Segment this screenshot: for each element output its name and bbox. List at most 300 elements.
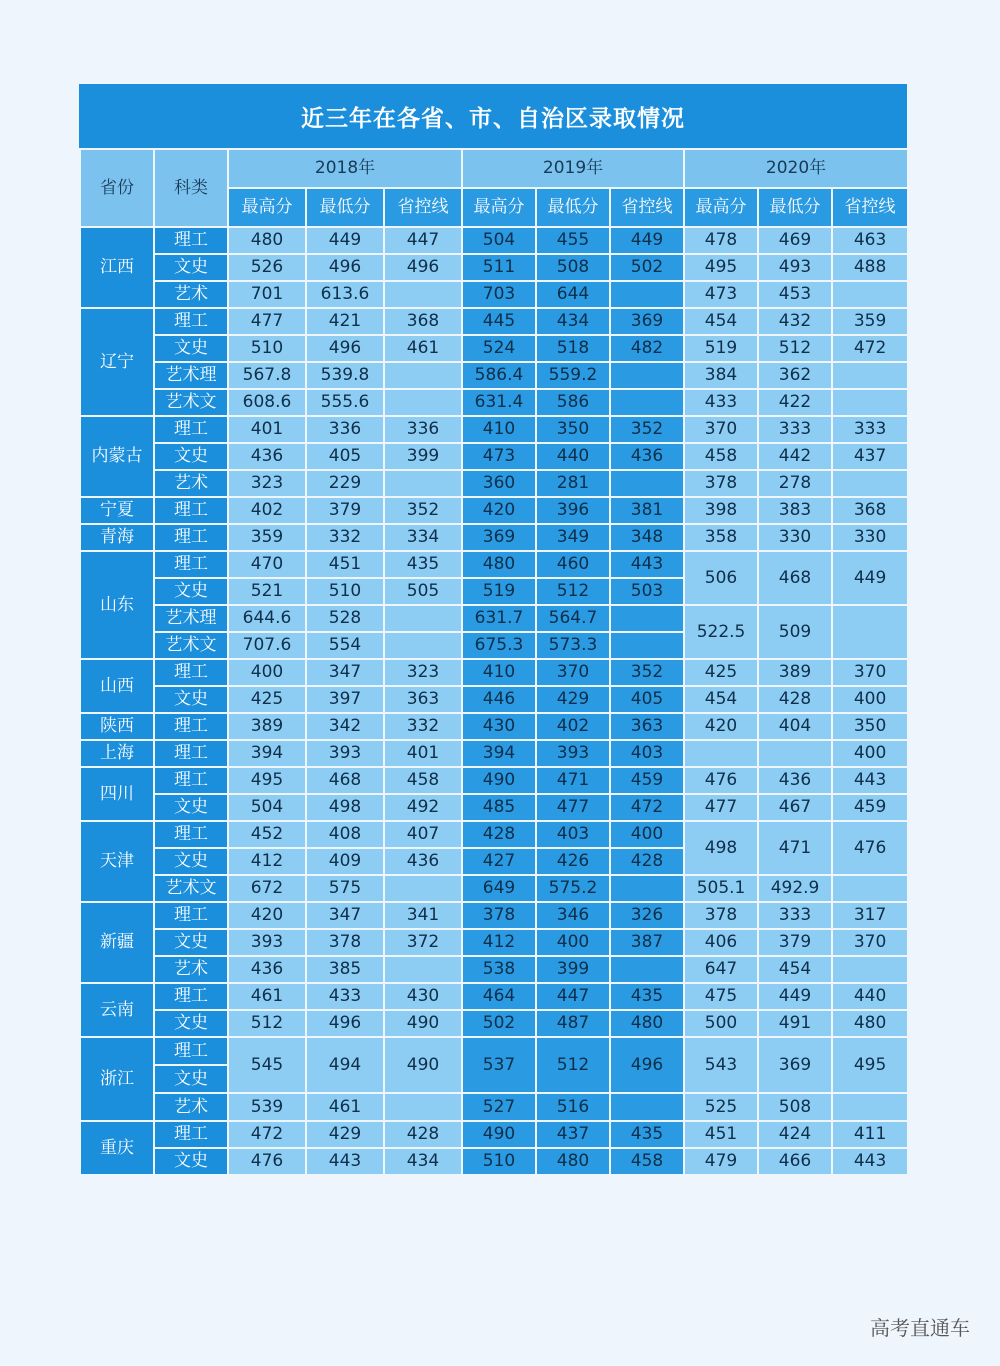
table-cell: 554	[306, 632, 384, 659]
table-cell: 494	[306, 1037, 384, 1093]
table-cell: 575.2	[536, 875, 610, 902]
table-cell: 411	[832, 1121, 908, 1148]
table-cell: 440	[536, 443, 610, 470]
table-cell: 461	[228, 983, 306, 1010]
table-cell: 480	[536, 1148, 610, 1175]
table-cell: 449	[832, 551, 908, 605]
table-cell: 400	[536, 929, 610, 956]
table-cell: 430	[462, 713, 536, 740]
province-name: 陕西	[80, 713, 154, 740]
table-cell: 403	[610, 740, 684, 767]
table-cell: 398	[684, 497, 758, 524]
table-cell: 229	[306, 470, 384, 497]
table-cell: 672	[228, 875, 306, 902]
table-cell: 443	[832, 767, 908, 794]
subject-name: 理工	[154, 659, 228, 686]
subject-name: 理工	[154, 497, 228, 524]
table-cell: 472	[832, 335, 908, 362]
table-cell: 469	[758, 227, 832, 254]
table-cell: 453	[758, 281, 832, 308]
subject-name: 理工	[154, 983, 228, 1010]
table-cell: 396	[536, 497, 610, 524]
table-cell: 512	[758, 335, 832, 362]
table-cell: 526	[228, 254, 306, 281]
table-cell: 564.7	[536, 605, 610, 632]
table-cell: 389	[758, 659, 832, 686]
table-cell: 397	[306, 686, 384, 713]
table-cell: 478	[684, 227, 758, 254]
table-cell: 317	[832, 902, 908, 929]
table-cell: 348	[610, 524, 684, 551]
table-cell: 369	[610, 308, 684, 335]
table-cell: 475	[684, 983, 758, 1010]
table-cell: 378	[462, 902, 536, 929]
table-cell: 347	[306, 659, 384, 686]
table-cell: 503	[610, 578, 684, 605]
table-cell: 363	[384, 686, 462, 713]
table-cell: 470	[228, 551, 306, 578]
table-cell: 422	[758, 389, 832, 416]
table-cell: 429	[536, 686, 610, 713]
subject-name: 艺术理	[154, 362, 228, 389]
table-cell: 477	[228, 308, 306, 335]
table-cell: 359	[832, 308, 908, 335]
table-cell: 472	[228, 1121, 306, 1148]
table-row	[80, 875, 908, 902]
subject-name: 理工	[154, 767, 228, 794]
table-cell: 393	[306, 740, 384, 767]
table-cell: 512	[536, 578, 610, 605]
table-cell: 428	[758, 686, 832, 713]
table-row	[80, 551, 908, 578]
table-cell	[610, 470, 684, 497]
table-cell: 490	[384, 1010, 462, 1037]
table-cell: 352	[384, 497, 462, 524]
table-cell: 347	[306, 902, 384, 929]
header-year: 2018年	[228, 149, 462, 188]
table-cell: 575	[306, 875, 384, 902]
table-cell: 393	[228, 929, 306, 956]
table-row	[80, 983, 908, 1010]
subject-name: 理工	[154, 713, 228, 740]
table-row	[80, 1010, 908, 1037]
table-cell: 408	[306, 821, 384, 848]
table-cell: 403	[536, 821, 610, 848]
table-cell: 447	[536, 983, 610, 1010]
table-cell: 387	[610, 929, 684, 956]
table-cell: 407	[384, 821, 462, 848]
table-row	[80, 335, 908, 362]
table-cell: 330	[832, 524, 908, 551]
table-cell: 443	[610, 551, 684, 578]
subject-name: 理工	[154, 416, 228, 443]
table-cell: 436	[758, 767, 832, 794]
table-cell: 349	[536, 524, 610, 551]
table-row	[80, 902, 908, 929]
table-cell: 487	[536, 1010, 610, 1037]
province-name: 内蒙古	[80, 416, 154, 497]
table-cell: 452	[228, 821, 306, 848]
table-cell	[384, 470, 462, 497]
table-cell: 476	[832, 821, 908, 875]
table-cell: 480	[228, 227, 306, 254]
table-cell: 495	[832, 1037, 908, 1093]
table-row	[80, 524, 908, 551]
header-province: 省份	[80, 149, 154, 227]
table-cell	[832, 956, 908, 983]
table-row	[80, 497, 908, 524]
table-cell: 496	[384, 254, 462, 281]
table-cell	[384, 281, 462, 308]
table-cell: 333	[832, 416, 908, 443]
header-year: 2019年	[462, 149, 684, 188]
province-name: 上海	[80, 740, 154, 767]
table-cell: 447	[384, 227, 462, 254]
table-cell: 545	[228, 1037, 306, 1093]
table-cell: 454	[758, 956, 832, 983]
table-cell: 492	[384, 794, 462, 821]
table-cell: 485	[462, 794, 536, 821]
table-cell: 402	[228, 497, 306, 524]
table-cell	[832, 1093, 908, 1121]
table-cell: 504	[228, 794, 306, 821]
table-cell	[384, 632, 462, 659]
table-cell: 436	[610, 443, 684, 470]
table-cell: 420	[684, 713, 758, 740]
table-cell: 363	[610, 713, 684, 740]
table-cell: 359	[228, 524, 306, 551]
table-cell	[610, 281, 684, 308]
table-cell: 323	[228, 470, 306, 497]
table-row	[80, 821, 908, 848]
subject-name: 艺术文	[154, 389, 228, 416]
table-cell: 406	[684, 929, 758, 956]
table-cell: 350	[536, 416, 610, 443]
table-row	[80, 713, 908, 740]
table-cell: 538	[462, 956, 536, 983]
table-cell: 461	[384, 335, 462, 362]
table-cell: 492.9	[758, 875, 832, 902]
table-row	[80, 1121, 908, 1148]
table-cell: 471	[536, 767, 610, 794]
table-cell: 369	[758, 1037, 832, 1093]
table-cell: 477	[684, 794, 758, 821]
table-cell: 443	[306, 1148, 384, 1175]
table-cell	[610, 389, 684, 416]
province-name: 青海	[80, 524, 154, 551]
table-cell: 468	[306, 767, 384, 794]
table-cell: 330	[758, 524, 832, 551]
table-cell: 463	[832, 227, 908, 254]
table-cell	[384, 362, 462, 389]
table-cell: 467	[758, 794, 832, 821]
table-cell: 573.3	[536, 632, 610, 659]
table-cell	[384, 389, 462, 416]
table-cell	[832, 470, 908, 497]
table-cell: 332	[384, 713, 462, 740]
table-cell: 454	[684, 686, 758, 713]
table-cell: 334	[384, 524, 462, 551]
header-column: 最低分	[536, 188, 610, 227]
table-row	[80, 362, 908, 389]
table-cell	[832, 281, 908, 308]
table-cell: 436	[384, 848, 462, 875]
subject-name: 理工	[154, 1037, 228, 1065]
table-cell: 352	[610, 416, 684, 443]
table-cell	[832, 875, 908, 902]
table-cell: 346	[536, 902, 610, 929]
table-cell	[610, 605, 684, 632]
table-cell: 476	[684, 767, 758, 794]
table-cell: 433	[306, 983, 384, 1010]
table-cell: 458	[684, 443, 758, 470]
table-cell: 341	[384, 902, 462, 929]
table-row	[80, 281, 908, 308]
header-column: 最低分	[758, 188, 832, 227]
table-row	[80, 956, 908, 983]
table-cell: 496	[306, 1010, 384, 1037]
table-row	[80, 740, 908, 767]
subject-name: 文史	[154, 929, 228, 956]
table-cell: 404	[758, 713, 832, 740]
table-cell: 455	[536, 227, 610, 254]
table-cell: 420	[462, 497, 536, 524]
table-cell: 490	[462, 767, 536, 794]
subject-name: 艺术	[154, 1093, 228, 1121]
table-cell: 539	[228, 1093, 306, 1121]
table-cell: 476	[228, 1148, 306, 1175]
header-subject: 科类	[154, 149, 228, 227]
table-cell: 427	[462, 848, 536, 875]
table-title: 近三年在各省、市、自治区录取情况	[79, 84, 907, 148]
table-cell: 543	[684, 1037, 758, 1093]
table-cell	[832, 362, 908, 389]
table-cell: 613.6	[306, 281, 384, 308]
table-cell	[832, 389, 908, 416]
table-cell: 459	[610, 767, 684, 794]
table-cell: 496	[306, 335, 384, 362]
table-cell: 528	[306, 605, 384, 632]
table-cell: 675.3	[462, 632, 536, 659]
table-cell: 477	[536, 794, 610, 821]
table-cell: 490	[384, 1037, 462, 1093]
header-column: 省控线	[610, 188, 684, 227]
header-column: 省控线	[832, 188, 908, 227]
subject-name: 理工	[154, 902, 228, 929]
table-cell: 369	[462, 524, 536, 551]
table-cell: 435	[610, 983, 684, 1010]
watermark: 高考直通车	[870, 1316, 970, 1340]
table-cell: 512	[228, 1010, 306, 1037]
table-row	[80, 767, 908, 794]
table-row	[80, 470, 908, 497]
table-row	[80, 659, 908, 686]
subject-name: 艺术	[154, 281, 228, 308]
table-row	[80, 149, 908, 188]
subject-name: 艺术	[154, 956, 228, 983]
table-cell: 409	[306, 848, 384, 875]
table-cell: 428	[462, 821, 536, 848]
table-cell: 333	[758, 416, 832, 443]
table-cell: 459	[832, 794, 908, 821]
table-cell: 496	[610, 1037, 684, 1093]
table-cell: 480	[832, 1010, 908, 1037]
table-cell: 518	[536, 335, 610, 362]
table-cell: 500	[684, 1010, 758, 1037]
table-cell: 510	[462, 1148, 536, 1175]
subject-name: 文史	[154, 254, 228, 281]
table-cell: 428	[610, 848, 684, 875]
table-cell: 449	[758, 983, 832, 1010]
subject-name: 文史	[154, 1065, 228, 1093]
subject-name: 理工	[154, 227, 228, 254]
subject-name: 文史	[154, 848, 228, 875]
province-name: 浙江	[80, 1037, 154, 1121]
admission-table-frame	[79, 84, 907, 1176]
table-cell: 370	[536, 659, 610, 686]
table-cell: 480	[462, 551, 536, 578]
table-cell: 460	[536, 551, 610, 578]
table-cell: 400	[832, 686, 908, 713]
table-cell: 608.6	[228, 389, 306, 416]
table-cell: 332	[306, 524, 384, 551]
table-cell: 429	[306, 1121, 384, 1148]
table-cell: 522.5	[684, 605, 758, 659]
table-cell: 405	[610, 686, 684, 713]
table-cell: 508	[536, 254, 610, 281]
table-cell: 472	[610, 794, 684, 821]
table-cell: 368	[384, 308, 462, 335]
province-name: 宁夏	[80, 497, 154, 524]
table-cell: 496	[306, 254, 384, 281]
table-cell: 461	[306, 1093, 384, 1121]
table-cell: 480	[610, 1010, 684, 1037]
subject-name: 文史	[154, 443, 228, 470]
province-name: 重庆	[80, 1121, 154, 1175]
table-cell: 393	[536, 740, 610, 767]
table-cell: 506	[684, 551, 758, 605]
table-cell: 519	[684, 335, 758, 362]
table-cell: 405	[306, 443, 384, 470]
table-cell: 454	[684, 308, 758, 335]
table-cell: 434	[384, 1148, 462, 1175]
header-column: 最高分	[684, 188, 758, 227]
table-cell: 471	[758, 821, 832, 875]
table-cell: 430	[384, 983, 462, 1010]
table-cell: 360	[462, 470, 536, 497]
table-cell: 498	[684, 821, 758, 875]
table-cell: 385	[306, 956, 384, 983]
table-cell: 336	[306, 416, 384, 443]
table-cell: 502	[610, 254, 684, 281]
table-cell: 399	[536, 956, 610, 983]
table-cell: 644	[536, 281, 610, 308]
table-cell: 410	[462, 659, 536, 686]
table-cell: 701	[228, 281, 306, 308]
table-cell: 389	[228, 713, 306, 740]
subject-name: 文史	[154, 794, 228, 821]
table-cell: 379	[758, 929, 832, 956]
table-cell: 421	[306, 308, 384, 335]
subject-name: 理工	[154, 308, 228, 335]
table-cell: 586.4	[462, 362, 536, 389]
table-cell: 426	[536, 848, 610, 875]
subject-name: 艺术文	[154, 875, 228, 902]
table-cell: 378	[684, 470, 758, 497]
table-cell	[384, 1093, 462, 1121]
province-name: 云南	[80, 983, 154, 1037]
subject-name: 文史	[154, 686, 228, 713]
table-cell: 449	[610, 227, 684, 254]
province-name: 天津	[80, 821, 154, 902]
table-cell: 384	[684, 362, 758, 389]
header-column: 最低分	[306, 188, 384, 227]
table-cell: 586	[536, 389, 610, 416]
table-cell: 370	[832, 659, 908, 686]
table-cell: 647	[684, 956, 758, 983]
table-row	[80, 308, 908, 335]
table-cell: 495	[228, 767, 306, 794]
table-cell: 524	[462, 335, 536, 362]
table-cell: 350	[832, 713, 908, 740]
table-row	[80, 605, 908, 632]
subject-name: 文史	[154, 1010, 228, 1037]
table-cell: 458	[384, 767, 462, 794]
admission-table	[79, 148, 909, 1176]
table-cell: 434	[536, 308, 610, 335]
table-cell: 473	[684, 281, 758, 308]
table-cell: 412	[462, 929, 536, 956]
table-cell: 519	[462, 578, 536, 605]
table-cell	[610, 632, 684, 659]
province-name: 山东	[80, 551, 154, 659]
table-row	[80, 1037, 908, 1065]
table-cell: 473	[462, 443, 536, 470]
table-cell: 342	[306, 713, 384, 740]
table-cell	[610, 875, 684, 902]
table-cell	[384, 956, 462, 983]
header-column: 最高分	[462, 188, 536, 227]
table-cell: 468	[758, 551, 832, 605]
subject-name: 理工	[154, 524, 228, 551]
table-cell: 410	[462, 416, 536, 443]
table-row	[80, 1148, 908, 1175]
table-cell: 401	[228, 416, 306, 443]
table-cell: 504	[462, 227, 536, 254]
table-cell: 437	[536, 1121, 610, 1148]
province-name: 山西	[80, 659, 154, 713]
table-cell: 488	[832, 254, 908, 281]
province-name: 四川	[80, 767, 154, 821]
table-row	[80, 254, 908, 281]
table-cell	[832, 605, 908, 659]
table-cell: 326	[610, 902, 684, 929]
subject-name: 艺术	[154, 470, 228, 497]
table-cell: 278	[758, 470, 832, 497]
table-cell: 442	[758, 443, 832, 470]
table-cell: 508	[758, 1093, 832, 1121]
table-cell: 512	[536, 1037, 610, 1093]
table-cell: 368	[832, 497, 908, 524]
table-cell: 400	[610, 821, 684, 848]
table-cell: 435	[384, 551, 462, 578]
table-cell: 464	[462, 983, 536, 1010]
table-cell: 432	[758, 308, 832, 335]
table-row	[80, 227, 908, 254]
table-cell: 482	[610, 335, 684, 362]
table-row	[80, 1093, 908, 1121]
table-row	[80, 389, 908, 416]
